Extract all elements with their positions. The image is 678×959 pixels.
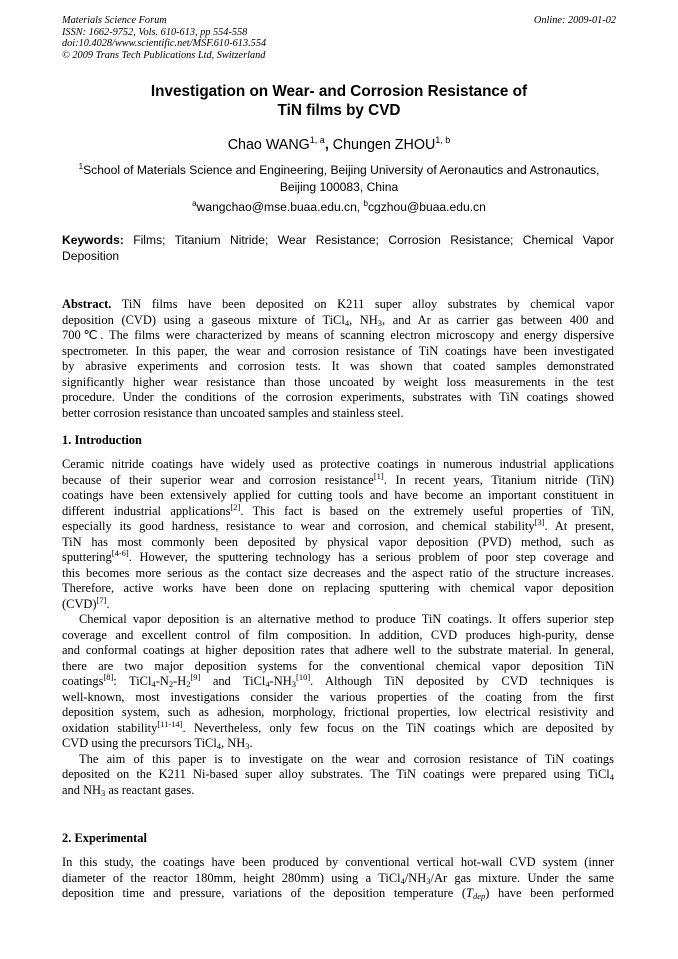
- intro-line: [62, 783, 614, 799]
- experimental-line: [62, 886, 614, 902]
- intro-line: TiN has most commonly been deposited by physical vapor deposition (PVD) method, such as: [62, 534, 614, 549]
- abstract-line: by abrasive experiments and corrosion tests. It was shown that coated samples demonstrated: [62, 359, 614, 373]
- intro-line: Ceramic nitride coatings have widely used as protective coatings in numerous industrial applications: [62, 457, 614, 471]
- intro-line: this becomes more serious as the contact size decreases and the aspect ratio of the structure increases.: [62, 565, 614, 580]
- intro-line: [62, 519, 614, 535]
- citation: [11-14]: [157, 718, 183, 729]
- experimental-text: ) have been performed: [485, 886, 614, 900]
- intro-line: Therefore, active works have been done on replacing sputtering with chemical vapor deposition: [62, 581, 614, 595]
- intro-text: and NH: [62, 782, 102, 797]
- intro-line: [62, 718, 614, 737]
- abstract-text: , and Ar as carrier gas between 400 and: [382, 312, 615, 327]
- abstract-line: [62, 313, 614, 329]
- author-1: Chao WANG: [227, 137, 310, 153]
- intro-line: coatings have been extensively applied for cutting tools and have become an important constituent in: [62, 488, 614, 502]
- intro-text: . At present,: [544, 519, 614, 533]
- abstract-line: better corrosion resistance than uncoated samples and stainless steel.: [62, 405, 404, 420]
- intro-line: coverage and excellent control of film composition. In addition, CVD produces high-purity, dense: [62, 627, 614, 642]
- intro-line: and conformal coatings at higher deposition rates that adhere well to the substrate material. In general,: [62, 643, 614, 657]
- abstract: [62, 297, 614, 421]
- author-separator: ,: [324, 137, 329, 153]
- intro-text: (CVD): [62, 596, 97, 611]
- affiliation-line-1: [62, 159, 616, 179]
- paper-title: [62, 82, 616, 120]
- author-list: [62, 131, 616, 154]
- experimental-text: /NH: [404, 870, 427, 885]
- citation: [7]: [96, 594, 107, 605]
- intro-text: . Nevertheless, only few focus on the TiN coatings which are deposited by: [182, 720, 614, 735]
- keywords-line-1: [62, 233, 614, 249]
- intro-text: especially its good hardness, resistance to wear and corrosion, and chemical stability: [62, 519, 535, 533]
- intro-line: there are two major deposition systems for the conventional chemical vapor deposition TiN: [62, 658, 614, 673]
- citation: [9]: [190, 672, 201, 682]
- author-2-affiliation-mark: 1, b: [435, 135, 451, 145]
- email-a: wangchao@mse.buaa.edu.cn,: [196, 200, 364, 214]
- experimental-line: In this study, the coatings have been produced by conventional vertical hot-wall CVD system (inner: [62, 855, 614, 869]
- citation: [8]: [103, 672, 114, 682]
- subscript: 2: [186, 679, 191, 689]
- intro-text: and TiCl: [200, 674, 266, 688]
- intro-text: -N: [155, 674, 169, 688]
- email-line: [62, 196, 616, 215]
- introduction-body: [62, 457, 614, 798]
- subscript: 3: [377, 317, 383, 328]
- keywords-label: Keywords:: [62, 233, 124, 247]
- intro-text: -NH: [269, 674, 292, 688]
- intro-text: different industrial applications: [62, 503, 231, 518]
- intro-line: [62, 674, 614, 690]
- intro-text: oxidation stability: [62, 720, 158, 735]
- intro-text: because of their superior wear and corrosion resistance: [62, 472, 374, 487]
- experimental-body: [62, 855, 614, 902]
- affiliation-mark: 1: [78, 162, 84, 171]
- abstract-line: [62, 297, 614, 313]
- abstract-text: TiN films have been deposited on K211 super alloy substrates by chemical vapor: [111, 297, 614, 311]
- abstract-line: 700℃. The films were characterized by means of scanning electron microscopy and energy dispersive: [62, 328, 614, 342]
- experimental-text: /Ar gas mixture. Under the same: [430, 870, 614, 885]
- affiliation-line-2: Beijing 100083, China: [279, 179, 399, 194]
- intro-line: The aim of this paper is to investigate on the wear and corrosion resistance of TiN coatings: [79, 751, 614, 766]
- abstract-line: procedure. Under the conditions of the corrosion experiments, substrates with TiN coatings showed: [62, 390, 614, 404]
- abstract-line: significantly higher wear resistance than those uncoated by weight loss measurements in the test: [62, 374, 614, 389]
- intro-text: deposited on the K211 Ni-based super alloy substrates. The TiN coatings were prepared using TiCl: [62, 767, 610, 781]
- intro-line: Chemical vapor deposition is an alternative method to produce TiN coatings. It offers superior step: [79, 612, 614, 626]
- intro-line: [62, 736, 614, 752]
- keywords: [62, 233, 614, 264]
- intro-text: as reactant gases.: [105, 782, 195, 797]
- email-b: cgzhou@buaa.edu.cn: [367, 200, 486, 214]
- journal-name: Materials Science Forum: [62, 15, 167, 26]
- intro-text: coatings: [62, 674, 104, 688]
- issn-line: ISSN: 1662-9752, Vols. 610-613, pp 554-558: [62, 26, 248, 38]
- intro-line: well-known, most investigations consider the various properties of the coating from the first: [62, 689, 614, 704]
- subscript: 2: [168, 679, 174, 689]
- citation: [2]: [230, 501, 241, 512]
- affiliation-text-1: School of Materials Science and Engineering, Beijing University of Aeronautics and Astronautics,: [83, 163, 600, 177]
- subscript: 4: [216, 741, 222, 751]
- subscript: 4: [344, 317, 350, 328]
- intro-text: : TiCl: [113, 674, 152, 688]
- title-line-1: Investigation on Wear- and Corrosion Resistance of: [150, 83, 528, 100]
- experimental-text: diameter of the reactor 180mm, height 280mm) using a TiCl: [62, 870, 401, 885]
- subscript: 4: [265, 679, 270, 689]
- subscript: 4: [609, 772, 614, 782]
- intro-text: .: [249, 736, 253, 750]
- citation: [10]: [295, 672, 311, 682]
- author-1-affiliation-mark: 1, a: [309, 135, 325, 145]
- intro-text: .: [106, 596, 110, 611]
- section-heading-experimental: 2. Experimental: [62, 831, 147, 845]
- subscript: 3: [426, 875, 431, 886]
- abstract-text: deposition (CVD) using a gaseous mixture of TiCl: [62, 312, 345, 327]
- affiliation: [62, 159, 616, 195]
- intro-text: . Although TiN deposited by CVD techniques is: [310, 674, 614, 688]
- online-date: Online: 2009-01-02: [533, 15, 616, 26]
- keywords-line-2: Deposition: [62, 248, 120, 263]
- intro-text: , NH: [221, 736, 246, 750]
- abstract-label: Abstract.: [62, 297, 112, 311]
- intro-line: [62, 501, 615, 520]
- subscript: 3: [101, 787, 106, 798]
- intro-text: CVD using the precursors TiCl: [62, 736, 217, 750]
- abstract-line: spectrometer. In this paper, the wear and corrosion resistance of TiN coatings have been investigated: [62, 343, 614, 358]
- intro-line: [62, 767, 614, 783]
- experimental-line: [62, 871, 614, 887]
- section-heading-introduction: 1. Introduction: [62, 433, 142, 447]
- intro-text: sputtering: [62, 550, 112, 564]
- subscript: 3: [245, 741, 250, 751]
- publication-header: [62, 15, 616, 61]
- intro-text: . In recent years, Titanium nitride (TiN): [383, 472, 614, 487]
- citation: [3]: [534, 517, 545, 527]
- intro-text: . This fact is based on the extremely useful properties of TiN,: [240, 503, 615, 518]
- citation: [1]: [373, 470, 384, 481]
- experimental-text: deposition time and pressure, variations of the deposition temperature (: [62, 886, 467, 900]
- intro-line: deposition system, such as adhesion, morphology, frictional properties, low electrical resistivity and: [62, 705, 614, 719]
- keywords-text-1: Films; Titanium Nitride; Wear Resistance; Corrosion Resistance; Chemical Vapor: [123, 233, 614, 247]
- subscript: dep: [472, 891, 486, 901]
- subscript: 4: [400, 875, 405, 886]
- copyright-line: © 2009 Trans Tech Publications Ltd, Switzerland: [62, 49, 266, 61]
- intro-line: [62, 470, 614, 489]
- citation: [4-6]: [111, 548, 129, 558]
- title-line-2: TiN films by CVD: [277, 102, 401, 119]
- email-b-mark: b: [363, 199, 368, 208]
- email-a-mark: a: [192, 199, 197, 208]
- abstract-text: , NH: [349, 312, 378, 327]
- intro-line: [62, 550, 614, 566]
- subscript: 4: [151, 679, 156, 689]
- temperature-symbol: T: [466, 886, 473, 900]
- intro-line: [62, 594, 614, 613]
- author-2: Chungen ZHOU: [332, 137, 436, 153]
- intro-text: -H: [173, 674, 187, 688]
- doi-line: doi:10.4028/www.scientific.net/MSF.610-613.554: [62, 38, 267, 50]
- intro-text: . However, the sputtering technology has a serious problem of poor step coverage and: [128, 550, 614, 564]
- subscript: 3: [291, 679, 296, 689]
